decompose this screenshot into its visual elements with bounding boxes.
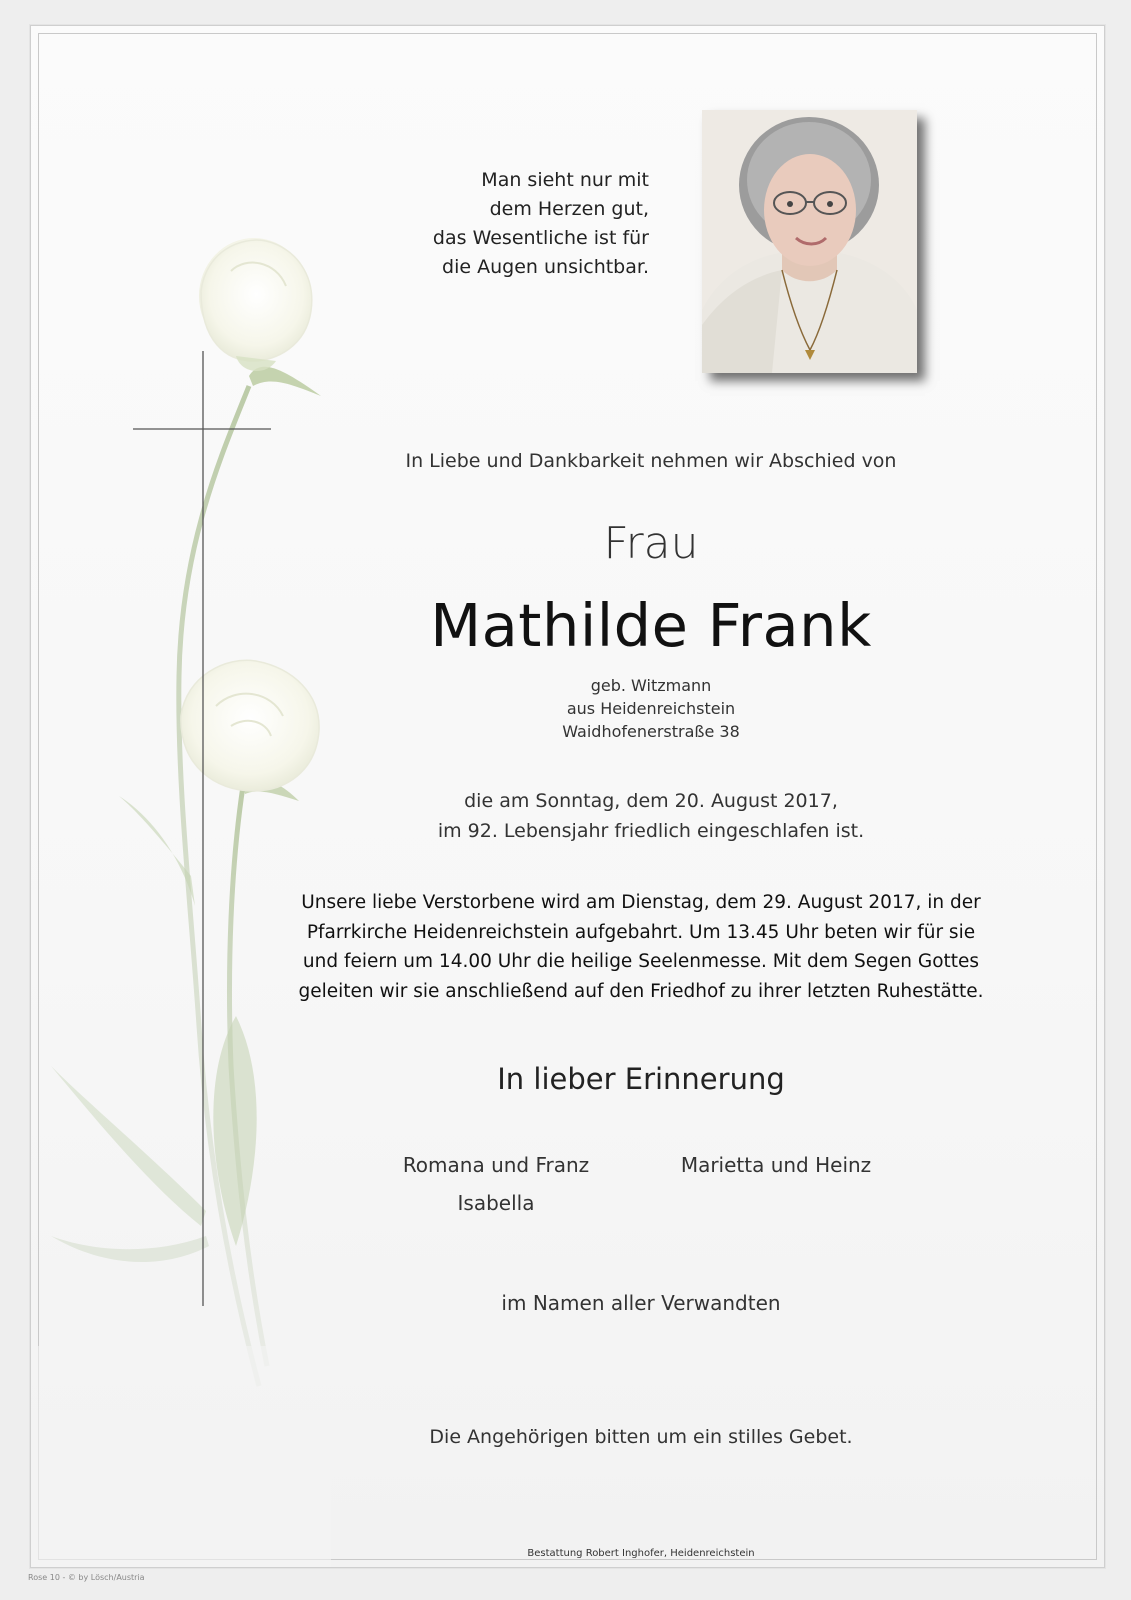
personal-details [221,674,1081,743]
intro-text: In Liebe und Dankbarkeit nehmen wir Abschied von [405,450,897,472]
salutation: Frau [603,518,699,569]
mourner-group-1b: Isabella [457,1191,535,1215]
funeral-line: geleiten wir sie anschließend auf den Friedhof zu ihrer letzten Ruhestätte. [298,980,984,1002]
deceased-name: Mathilde Frank [430,591,872,660]
motto-quote [371,166,649,282]
undertaker-credit: Bestattung Robert Inghofer, Heidenreichstein [527,1548,755,1559]
funeral-line: Unsere liebe Verstorbene wird am Dienstag, dem 29. August 2017, in der [301,892,981,913]
funeral-line: Pfarrkirche Heidenreichstein aufgebahrt. Um 13.45 Uhr beten wir für sie [306,921,976,943]
hometown: aus Heidenreichstein [566,699,736,718]
birth-name: geb. Witzmann [590,676,712,695]
mourner-group-1: Romana und Franz [402,1153,590,1177]
funeral-info [211,888,1071,1006]
address: Waidhofenerstraße 38 [562,722,740,741]
copyright-note: Rose 10 - © by Lösch/Austria [28,1573,145,1582]
mourner-group-2: Marietta und Heinz [680,1153,872,1177]
memory-heading: In lieber Erinnerung [497,1062,785,1096]
age-line: im 92. Lebensjahr friedlich eingeschlafen ist. [437,820,865,842]
funeral-line: und feiern um 14.00 Uhr die heilige Seelenmesse. Mit dem Segen Gottes [302,951,980,972]
obituary-card [30,25,1105,1568]
motto-line: dem Herzen gut, [489,198,649,220]
death-notice [221,786,1081,846]
motto-line: die Augen unsichtbar. [442,256,649,278]
relatives-line: im Namen aller Verwandten [501,1291,781,1315]
prayer-line: Die Angehörigen bitten um ein stilles Gebet. [429,1426,853,1448]
portrait-image [702,110,917,373]
portrait-photo [702,110,917,373]
motto-line: das Wesentliche ist für [432,227,649,249]
motto-line: Man sieht nur mit [481,169,649,191]
death-date-line: die am Sonntag, dem 20. August 2017, [464,790,838,812]
